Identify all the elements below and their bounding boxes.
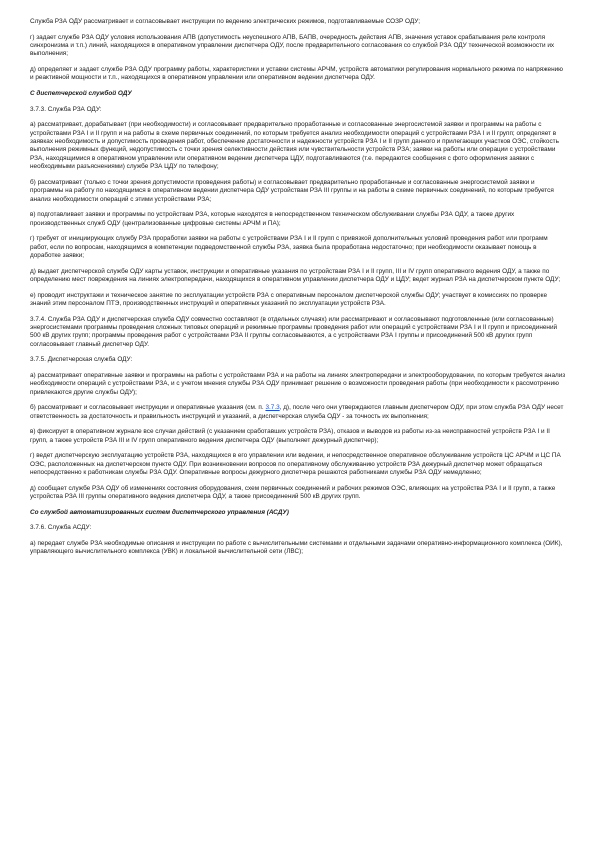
paragraph-text: б) рассматривает и согласовывает инструкции и оперативные указания (см. п. — [30, 404, 266, 412]
paragraph: в) фиксирует в оперативном журнале все случаи действий (с указанием сработавших устройств РЗА), отказов и выводов из работы из-за неисправностей устройств РЗА I и II групп, а также устройств РЗА III и IV групп оперативного ведения диспетчера ОДУ (выполняет дежурный диспетчер); — [30, 428, 550, 444]
paragraph-text: , д), после чего они утверждаются главным диспетчером ОДУ, при этом служба РЗА ОДУ несет ответственность за достаточность и правильность инструкций и указаний, а диспетчерская служба ОДУ - за точность их выполнения; — [30, 404, 564, 420]
paragraph: г) задает службе РЗА ОДУ условия использования АПВ (допустимость неуспешного АПВ, БАПВ, очередность действия АПВ, значения уставок срабатывания реле контроля синхронизма и т.п.) линий, находящихся в оперативном управлении диспетчера ОДУ, после предварительного согласования со службой РЗА ОДУ технической возможности их выполнения; — [30, 33, 555, 58]
cross-reference-link[interactable]: 3.7.3 — [265, 404, 280, 412]
paragraph: 3.7.4. Служба РЗА ОДУ и диспетчерская служба ОДУ совместно составляют (в отдельных случаях) или рассматривают и согласовывают подготовленные (или согласованные) энергосистемами программы проведения сложных типовых операций и режимные программы проведения работ или операций с устройствами РЗА I и II групп и присоединений 500 кВ других групп; программы проведения работ с устройствами РЗА II группы согласовываются, а с устройствами РЗА I группы и присоединений 500 кВ других групп согласовывает главный диспетчер ОДУ. — [30, 315, 558, 348]
paragraph: 3.7.5. Диспетчерская служба ОДУ: — [30, 356, 133, 364]
paragraph: а) рассматривает, дорабатывает (при необходимости) и согласовывает предварительно проработанные и согласованные энергосистемой заявки и программы на работы с устройствами РЗА I и II групп и на работы в схеме первичных соединений, по которым требуется анализ необходимости операций с устройствами РЗА I и II групп; определяет в заявках необходимость и допустимость проведения работ, обеспечение достаточности и надежности устройств РЗА I и II групп данного и прилегающих участков ОЭС, стойкость выполнения режимных функций, недопустимость с точки зрения селективности действия или чувствительности устройств РЗА; заявки на работы или операции с устройствами РЗА, находящимися в оперативном управлении или оперативном ведении диспетчера ЦДУ, подготавливаются (т.е. передаются сообщения с фото оформления заявки с необходимыми разъяснениями) службе РЗА ЦДУ по телефону; — [30, 121, 559, 171]
paragraph: Служба РЗА ОДУ рассматривает и согласовывает инструкции по ведению электрических режимов, подготавливаемые СОЗР ОДУ; — [30, 18, 420, 25]
paragraph — [30, 404, 567, 421]
section-heading: С диспетчерской службой ОДУ — [30, 90, 132, 97]
paragraph: д) определяет и задает службе РЗА ОДУ программу работы, характеристики и уставки системы АРЧМ, устройств автоматики регулирования нормального режима по напряжению и реактивной мощности и т.п., находящихся в оперативном управлении или оперативном ведении диспетчера ОДУ. — [30, 66, 563, 82]
paragraph: 3.7.6. Служба АСДУ: — [30, 524, 92, 532]
paragraph: г) требует от инициирующих службу РЗА проработки заявки на работы с устройствами РЗА I и II групп с привязкой дополнительных условий проведения работ или программ работ, если по вопросам, находящимся в компетенции подведомственной службы РЗА, заявка была проработана недостаточно; при необходимости оказывает помощь в доработке заявки; — [30, 235, 548, 260]
paragraph: е) проводит инструктажи и техническое занятие по эксплуатации устройств РЗА с оперативным персоналом диспетчерской службы ОДУ; участвует в комиссиях по проверке знаний этим персоналом ПТЭ, производственных инструкций и оперативных указаний по эксплуатации устройств РЗА. — [30, 291, 548, 308]
paragraph: б) рассматривает (только с точки зрения допустимости проведения работы) и согласовывает предварительно проработанные и согласованные энергосистемой заявки и программы на работу по находящимся в оперативном ведении диспетчера ОДУ устройствам РЗА III группы и на работы в схеме первичных соединений, по которым требуется анализ необходимости операций с этими устройствами РЗА; — [30, 178, 554, 203]
paragraph: в) подготавливает заявки и программы по устройствам РЗА, которые находятся в непосредственном техническом обслуживании службы РЗА ОДУ, а также других производственных служб ОДУ (централизованные цифровые системы АРЧМ и ПА); — [30, 211, 515, 227]
paragraph: д) сообщает службе РЗА ОДУ об изменениях состояния оборудования, схем первичных соединений и рабочих режимов ОЭС, влияющих на устройства РЗА I и II групп, а также устройства РЗА III группы оперативного ведения диспетчера ОДУ, а также присоединений 500 кВ других групп. — [30, 484, 556, 501]
paragraph: а) рассматривает оперативные заявки и программы на работы с устройствами РЗА и на работы на линиях электропередачи и электрооборудовании, по которым требуется анализ необходимости операций с устройствами РЗА, и с учетом мнения службы РЗА ОДУ принимает решение о возможности проведения работы (при необходимости к рассмотрению привлекаются другие службы ОДУ); — [30, 372, 566, 396]
section-heading: Со службой автоматизированных систем диспетчерского управления (АСДУ) — [30, 508, 289, 516]
paragraph: 3.7.3. Служба РЗА ОДУ: — [30, 105, 102, 113]
paragraph: а) передает службе РЗА необходимые описания и инструкции по работе с вычислительными системами и отдельными задачами оперативно-информационного комплекса (ОИК), управляющего вычислительного комплекса (УВК) и локальной вычислительной сети (ЛВС); — [30, 540, 563, 556]
document-body — [30, 18, 567, 557]
paragraph: д) выдает диспетчерской службе ОДУ карты уставок, инструкции и оперативные указания по устройствам РЗА I и II групп, III и IV групп оперативного ведения ОДУ, а также по определению мест повреждения на линиях электропередачи, находящихся в оперативном управлении диспетчера ОДУ и ЦДУ; ведет журнал РЗА на диспетчерском пункте ОДУ; — [30, 267, 561, 284]
paragraph: г) ведет диспетчерскую эксплуатацию устройств РЗА, находящихся в его управлении или ведении, и непосредственное оперативное обслуживание устройств ЦС АРЧМ и ЦС ПА ОЭС, расположенных на диспетчерском пункте ОДУ. При возникновении вопросов по оперативному обслуживанию устройств РЗА дежурный диспетчер может обращаться непосредственно к работникам службы РЗА ОДУ. Оперативные вопросы дежурного диспетчера решаются работниками службы РЗА ОДУ немедленно; — [30, 452, 561, 477]
